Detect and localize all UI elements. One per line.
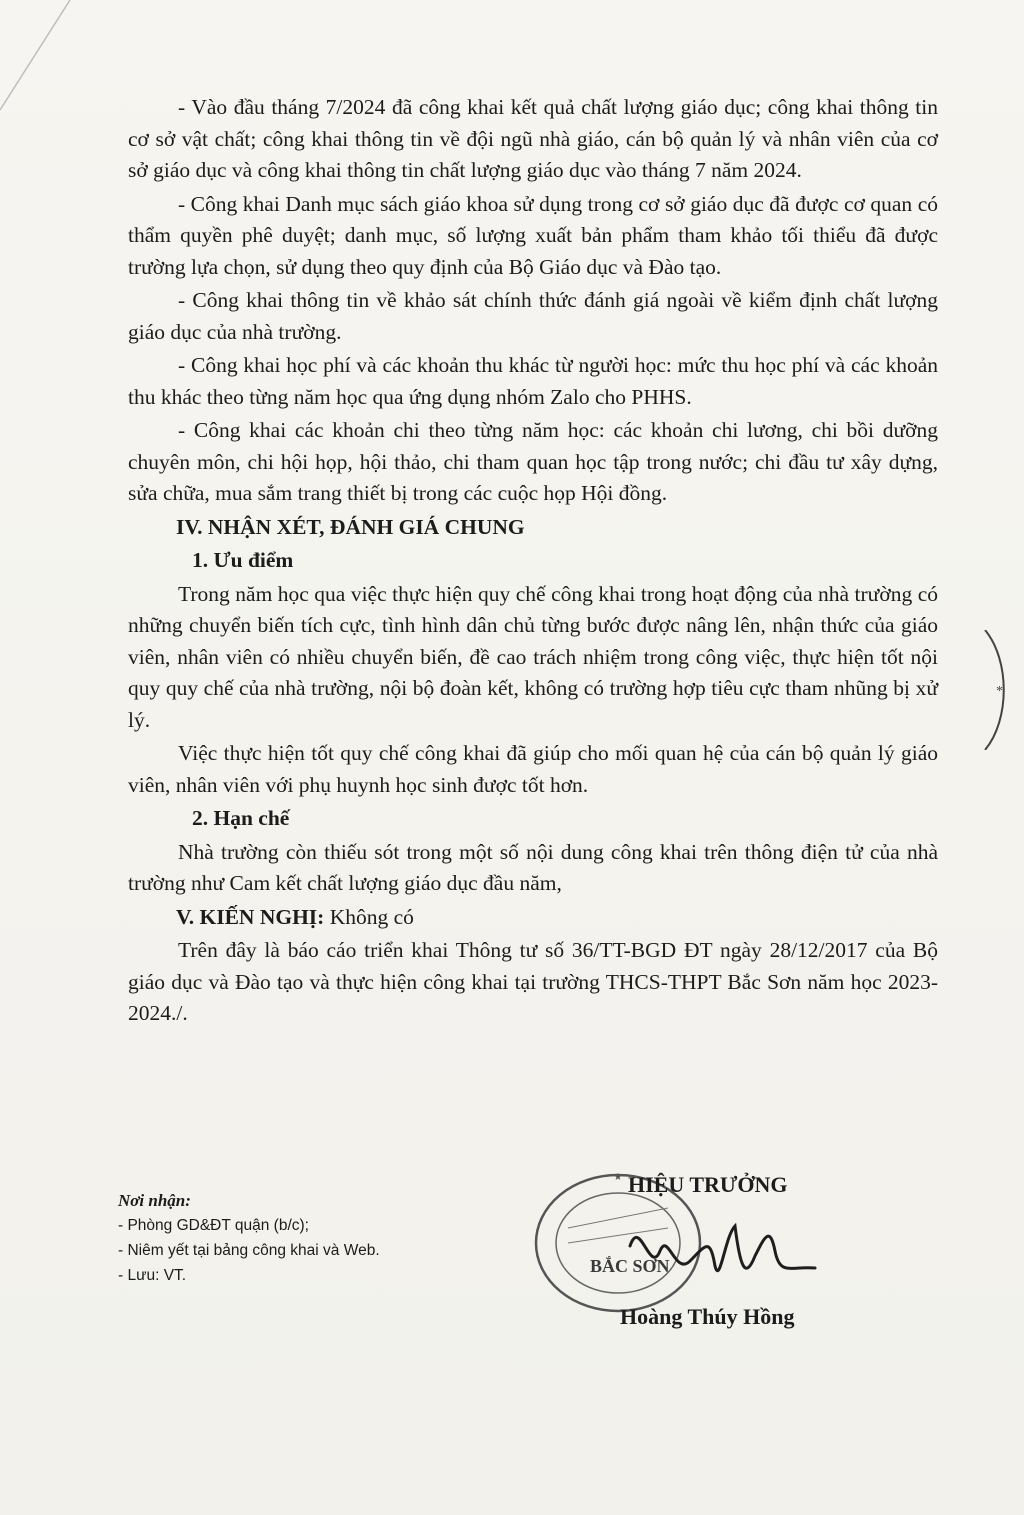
section-iv-sub2-paragraph: Nhà trường còn thiếu sót trong một số nội dung công khai trên thông điện tử của nhà trường như Cam kết chất lượng giáo dục đầu năm, (128, 839, 938, 895)
bullet-item: - Công khai Danh mục sách giáo khoa sử dụng trong cơ sở giáo dục đã được cơ quan có thẩm quyền phê duyệt; danh mục, số lượng xuất bản phẩm tham khảo tối thiểu đã được trường lựa chọn, sử dụng theo quy định của Bộ Giáo dục và Đào tạo. (128, 191, 938, 279)
handwritten-signature (620, 1206, 820, 1296)
section-v-label: V. KIẾN NGHỊ: (176, 904, 325, 929)
recipients-title: Nơi nhận: (118, 1191, 191, 1210)
closing-paragraph: Trên đây là báo cáo triển khai Thông tư số 36/TT-BGD ĐT ngày 28/12/2017 của Bộ giáo dục và Đào tạo và thực hiện công khai tại trường THCS-THPT Bắc Sơn năm học 2023-2024./. (128, 938, 938, 1025)
section-iv-heading: IV. NHẬN XÉT, ĐÁNH GIÁ CHUNG (176, 514, 525, 539)
recipient-item: - Lưu: VT. (118, 1267, 187, 1284)
signature-title: HIỆU TRƯỞNG (628, 1172, 788, 1197)
section-iv-sub2-heading: 2. Hạn chế (192, 806, 290, 830)
bullet-item: - Công khai thông tin về khảo sát chính thức đánh giá ngoài về kiểm định chất lượng giáo dục của nhà trường. (128, 288, 938, 344)
recipient-item: - Niêm yết tại bảng công khai và Web. (118, 1242, 380, 1259)
svg-text:*: * (996, 684, 1003, 699)
section-v-line (128, 902, 938, 934)
section-iv-sub1-heading: 1. Ưu điểm (192, 548, 294, 572)
document-body (128, 92, 938, 1032)
bullet-item: - Công khai học phí và các khoản thu khác từ người học: mức thu học phí và các khoản thu khác theo từng năm học qua ứng dụng nhóm Zalo cho PHHS. (128, 353, 938, 409)
bullet-item: - Vào đầu tháng 7/2024 đã công khai kết quả chất lượng giáo dục; công khai thông tin cơ sở vật chất; công khai thông tin về đội ngũ nhà giáo, cán bộ quản lý và nhân viên của cơ sở giáo dục và công khai thông tin chất lượng giáo dục vào tháng 7 năm 2024. (128, 95, 938, 182)
signer-name: Hoàng Thúy Hồng (620, 1304, 795, 1329)
page-edge-stamp-fragment (980, 630, 1020, 750)
svg-text:★: ★ (613, 1172, 623, 1183)
stamp-text: BẮC SƠN (590, 1256, 670, 1276)
recipient-item: - Phòng GD&ĐT quận (b/c); (118, 1217, 309, 1234)
recipients-block (118, 1188, 518, 1288)
section-iv-sub1-paragraph: Trong năm học qua việc thực hiện quy chế công khai trong hoạt động của nhà trường có những chuyển biến tích cực, tình hình dân chủ từng bước được nâng lên, nhận thức của giáo viên, nhân viên có nhiều chuyển biến, đề cao trách nhiệm trong công việc, thực hiện tốt nội quy quy chế của nhà trường, nội bộ đoàn kết, không có trường hợp tiêu cực tham nhũng bị xử lý. (128, 581, 938, 732)
bullet-item: - Công khai các khoản chi theo từng năm học: các khoản chi lương, chi bồi dưỡng chuyên môn, chi hội họp, hội thảo, chi tham quan học tập trong nước; chi đầu tư xây dựng, sửa chữa, mua sắm trang thiết bị trong các cuộc họp Hội đồng. (128, 418, 938, 505)
section-iv-sub1-paragraph: Việc thực hiện tốt quy chế công khai đã giúp cho mối quan hệ của cán bộ quản lý giáo viên, nhân viên với phụ huynh học sinh được tốt hơn. (128, 741, 938, 797)
section-v-value: Không có (329, 904, 414, 929)
scan-fold-mark (0, 0, 80, 120)
